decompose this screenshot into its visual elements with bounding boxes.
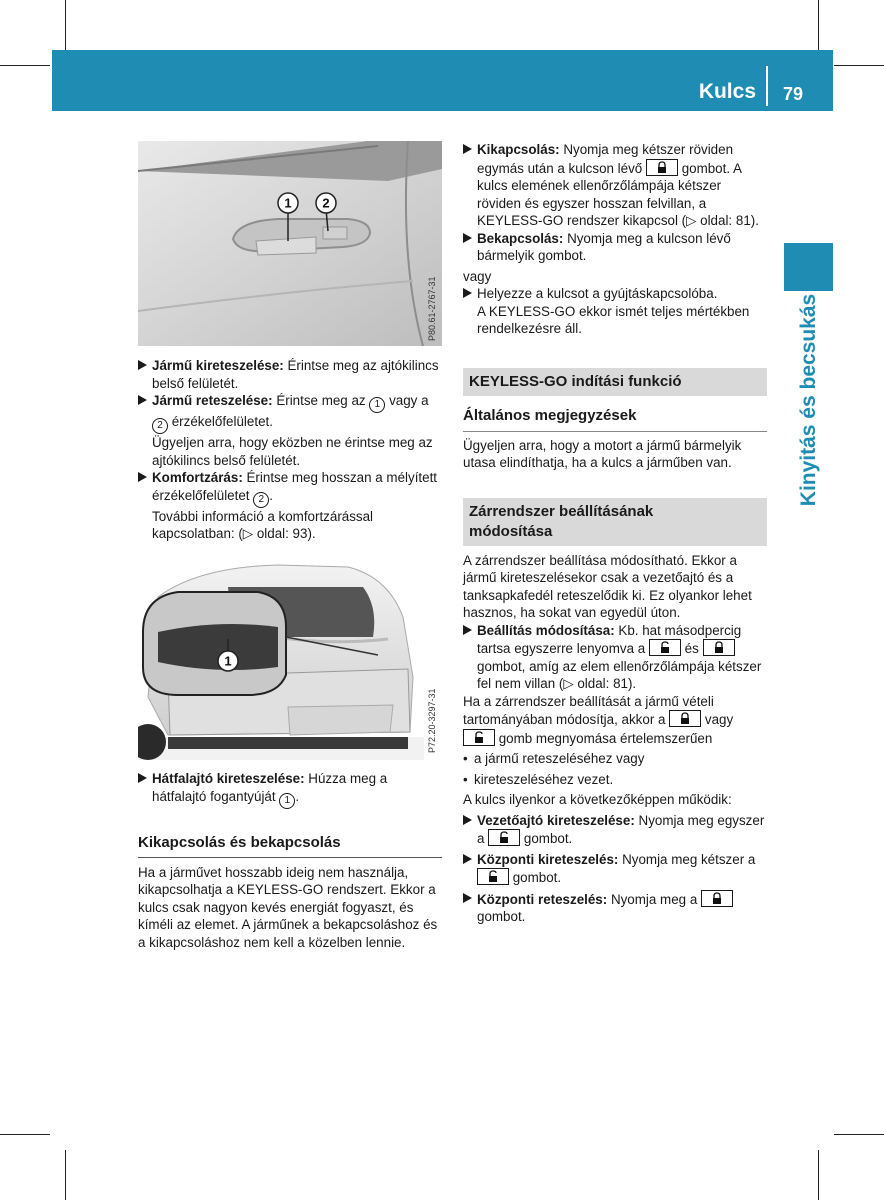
unlock-icon <box>474 731 484 744</box>
triangle-bullet-icon <box>138 773 147 783</box>
item-label: Vezetőajtó kireteszelése: <box>477 812 635 828</box>
callout-label: 1 <box>224 653 232 669</box>
item-text: érzékelőfelületet. <box>168 414 273 429</box>
figure-code: P72.20-3297-31 <box>427 688 437 753</box>
triangle-bullet-icon <box>463 625 472 635</box>
triangle-bullet-icon <box>463 815 472 825</box>
item-label: Jármű reteszelése: <box>152 393 273 408</box>
item-text: . <box>295 788 300 804</box>
item-text: Kb. hat másodpercig tartsa egyszerre lenyomva a <box>477 622 742 656</box>
section-body <box>463 693 767 748</box>
item-text: gombot. <box>520 831 573 846</box>
header-separator <box>766 66 768 106</box>
unlock-icon <box>660 641 670 654</box>
section-body: Ha a járművet hosszabb ideig nem használja, kikapcsolhatja a KEYLESS-GO rendszert. Ekkor a kulcs csak nagyon kevés energiát fogyaszt, és kíméli az elemet. A járműnek a bekapcsoláshoz és a kikapcsoláshoz nem kell a közelben lennie. <box>138 864 438 950</box>
crop-mark <box>834 65 884 66</box>
side-tab-label: Kinyitás és becsukás <box>797 293 820 507</box>
unlock-key-button <box>463 729 495 746</box>
item-label: Komfortzárás: <box>152 470 243 485</box>
item-text: gombot. A kulcs elemének ellenőrzőlámpája kétszer röviden és egyszer hosszan felvillan, a KEYLESS-GO rendszer kikapcsol (▷ oldal: 81). <box>477 160 759 228</box>
list-item <box>138 469 442 508</box>
unlock-key-button <box>649 639 681 656</box>
item-label: Jármű kireteszelése: <box>152 358 284 373</box>
item-text: és <box>680 641 703 656</box>
item-text: vagy a <box>385 393 429 408</box>
tailgate-photo <box>138 557 442 760</box>
section-body: Ügyeljen arra, hogy a motort a jármű bármelyik utasa elindíthatja, ha a kulcs a járműben van. <box>463 437 742 470</box>
section-title: Kikapcsolás és bekapcsolás <box>138 833 341 851</box>
section-rule <box>138 857 442 858</box>
section-box-title: KEYLESS-GO indítási funkció <box>463 368 767 396</box>
right-column <box>463 141 767 926</box>
crop-mark <box>65 0 66 50</box>
page-number: 79 <box>783 84 804 104</box>
item-note: A KEYLESS-GO ekkor ismét teljes mértékben rendelkezésre áll. <box>477 303 750 336</box>
body-text: gomb megnyomása értelemszerűen <box>495 730 713 746</box>
item-text: Húzza meg a hátfalajtó fogantyúját <box>152 771 388 804</box>
section-rule <box>463 431 767 432</box>
item-text: Helyezze a kulcsot a gyújtáskapcsolóba. <box>477 286 718 301</box>
list-item <box>463 890 767 926</box>
list-item <box>463 622 767 693</box>
door-handle-photo <box>138 141 442 346</box>
callout-ref: 2 <box>253 492 269 508</box>
body-text: Ha a zárrendszer beállítását a jármű vételi tartományában módosítja, akkor a <box>463 693 714 727</box>
crop-mark <box>0 65 50 66</box>
crop-mark <box>818 0 819 50</box>
left-column-top <box>138 357 442 543</box>
triangle-bullet-icon <box>138 472 147 482</box>
list-item <box>138 357 442 392</box>
item-label: Beállítás módosítása: <box>477 622 615 638</box>
unlock-icon <box>499 831 509 844</box>
triangle-bullet-icon <box>463 288 472 298</box>
figure-code: P80.61-2767-31 <box>427 276 437 341</box>
item-text: Nyomja meg a <box>607 891 701 907</box>
lock-key-button <box>646 159 678 176</box>
lock-icon <box>657 161 667 174</box>
lock-key-button <box>669 710 701 727</box>
item-text: Nyomja meg kétszer röviden egymás után a kulcson lévő <box>477 142 734 176</box>
item-text: Nyomja meg a kulcson lévő bármelyik gombot. <box>477 230 731 263</box>
item-label: Bekapcsolás: <box>477 230 564 246</box>
lock-key-button <box>703 639 735 656</box>
dot-list-item: • a jármű reteszeléséhez vagy <box>463 750 767 768</box>
lock-icon <box>712 892 722 905</box>
lock-icon <box>714 641 724 654</box>
section-body: A zárrendszer beállítása módosítható. Ekkor a jármű kireteszelésekor csak a vezetőajtó és a tanksapkafedél reteszelődik ki. Ez olyankor lehet hasznos, ha sokat van egyedül úton. <box>463 552 752 620</box>
or-text: vagy <box>463 268 492 284</box>
crop-mark <box>65 1150 66 1200</box>
side-tab-marker <box>784 243 833 291</box>
item-label: Hátfalajtó kireteszelése: <box>152 771 305 786</box>
callout-ref: 1 <box>369 397 385 413</box>
item-text: gombot. <box>509 870 562 885</box>
item-text: Érintse meg az <box>272 393 370 408</box>
crop-mark <box>834 1134 884 1135</box>
chapter-title: Kulcs <box>698 80 756 103</box>
crop-mark <box>0 1134 50 1135</box>
item-text: gombot. <box>477 909 526 924</box>
item-text: gombot, amíg az elem ellenőrzőlámpája kétszer fel nem villan (▷ oldal: 81). <box>477 658 762 691</box>
triangle-bullet-icon <box>463 144 472 154</box>
lock-icon <box>680 712 690 725</box>
triangle-bullet-icon <box>463 233 472 243</box>
unlock-key-button <box>477 868 509 885</box>
unlock-key-button <box>488 829 520 846</box>
unlock-icon <box>488 870 498 883</box>
crop-mark <box>818 1150 819 1200</box>
list-item <box>463 141 767 230</box>
item-label: Központi reteszelés: <box>477 891 608 907</box>
item-text: Nyomja meg kétszer a <box>618 851 756 867</box>
item-note: Ügyeljen arra, hogy eközben ne érintse meg az ajtókilincs belső felületét. <box>152 435 433 468</box>
section-box-title: Zárrendszer beállításának módosítása <box>463 498 767 546</box>
list-item <box>138 770 442 809</box>
lock-key-button <box>701 890 733 907</box>
callout-label: 2 <box>322 195 330 211</box>
item-text: . <box>269 487 273 503</box>
triangle-bullet-icon <box>463 893 472 903</box>
body-text: vagy <box>701 712 734 727</box>
triangle-bullet-icon <box>138 360 147 370</box>
item-label: Központi kireteszelés: <box>477 851 619 867</box>
item-text: Nyomja meg egyszer a <box>477 812 765 846</box>
list-item <box>463 851 767 887</box>
subsection-title: Általános megjegyzések <box>463 406 637 424</box>
list-item <box>463 285 767 303</box>
item-note: További információ a komfortzárással kapcsolatban: (▷ oldal: 93). <box>152 508 374 541</box>
list-item <box>463 230 767 265</box>
dot-list-item: • kireteszeléséhez vezet. <box>463 771 767 789</box>
list-item <box>138 392 442 434</box>
item-label: Kikapcsolás: <box>477 142 560 157</box>
left-column-bottom <box>138 770 442 951</box>
item-text: Érintse meg az ajtókilincs belső felületét. <box>152 358 439 391</box>
section-body: A kulcs ilyenkor a következőképpen működik: <box>463 792 732 807</box>
callout-ref: 1 <box>279 793 295 809</box>
item-text: Érintse meg hosszan a mélyített érzékelőfelületet <box>152 470 438 503</box>
list-item <box>463 812 767 848</box>
callout-ref: 2 <box>152 418 168 434</box>
triangle-bullet-icon <box>463 854 472 864</box>
callout-label: 1 <box>284 195 292 211</box>
triangle-bullet-icon <box>138 395 147 405</box>
